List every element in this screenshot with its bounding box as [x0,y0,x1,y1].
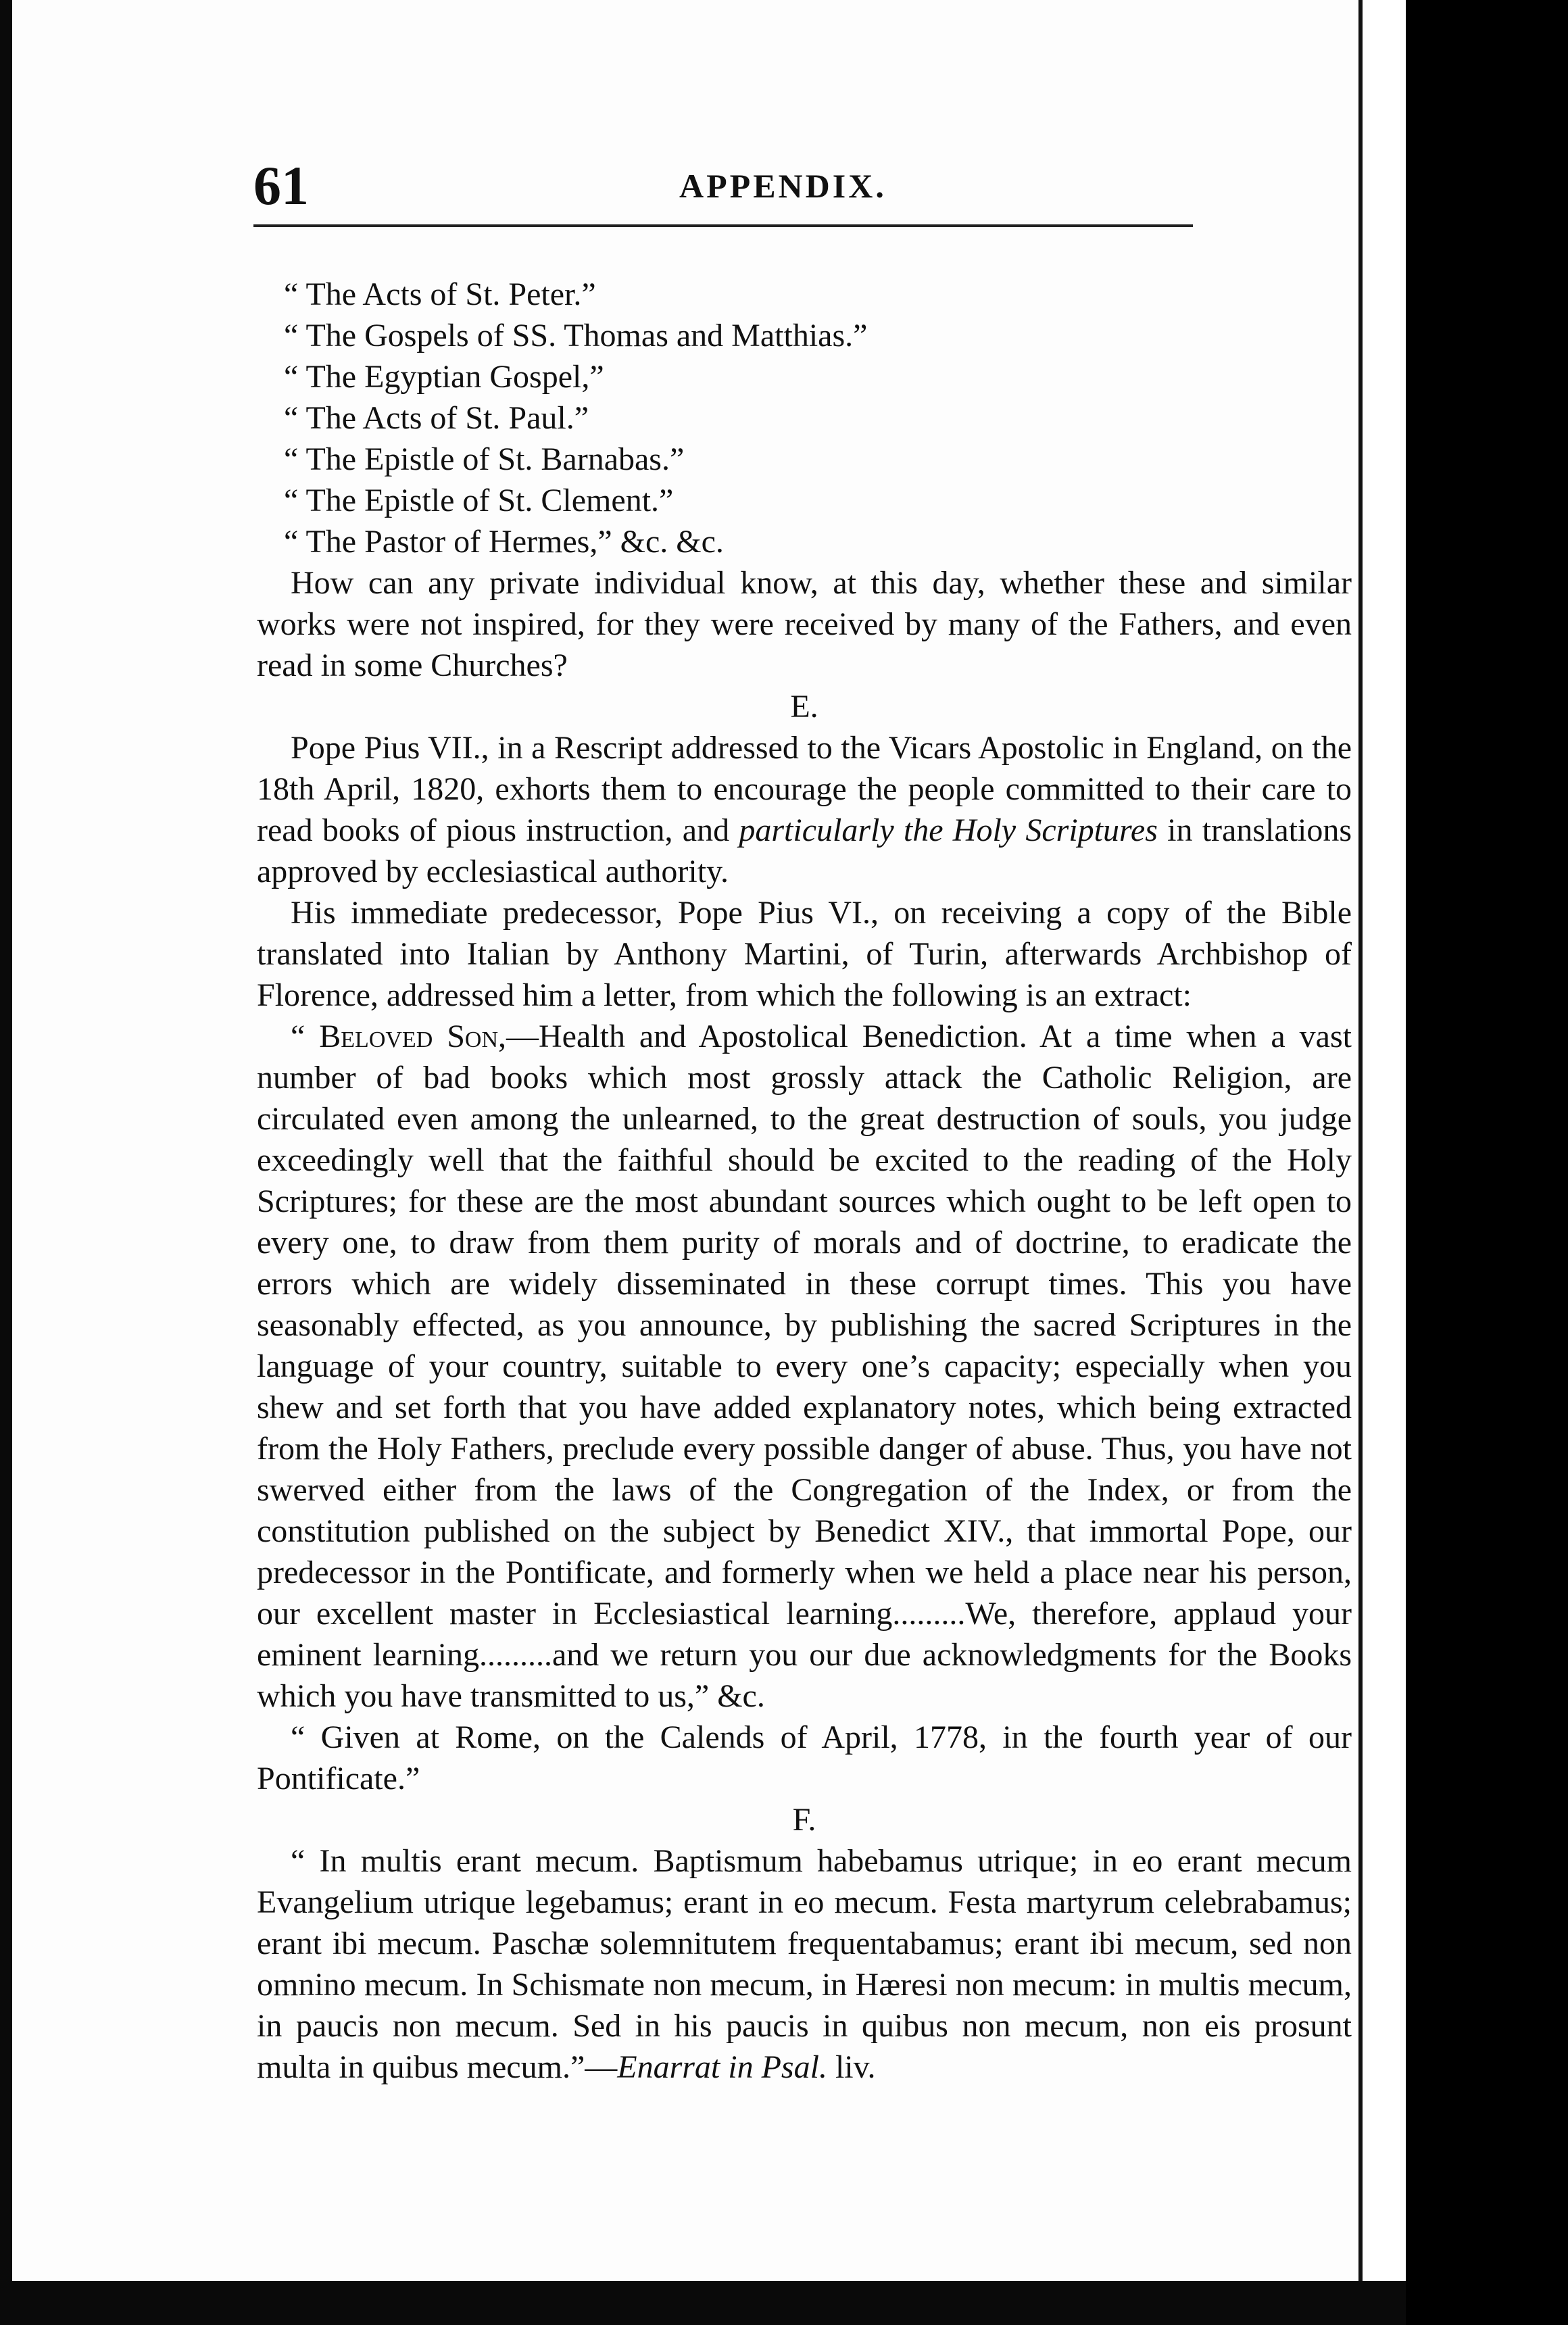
section-heading-e: E. [790,689,818,725]
rescript-paragraph [257,727,1352,892]
letter-body: —Health and Apostolical Benediction. At a time when a vast number of bad books which most grossly attack the Catholic Religion, are circulated even among the unlearned, to the great destruction of souls, you judge exceedingly well that the faithful should be excited to the reading of the Holy Scriptures; for these are the most abundant sources which ought to be left open to every one, to draw from them purity of morals and of doctrine, to eradicate the errors which are widely disseminated in these corrupt times. This you have seasonably effected, as you announce, by publishing the sacred Scriptures in the language of your country, suitable to every one’s capacity; especially when you shew and set forth that you have added explanatory notes, which being extracted from the Holy Fathers, preclude every possible danger of abuse. Thus, you have not swerved either from the laws of the Congregation of the Index, or from the constitution published on the subject by Benedict XIV., that immortal Pope, our predecessor in the Pontificate, and formerly when we held a place near his person, our excellent master in Ecclesiastical learning.........We, therefore, applaud your eminent learning.........and we return you our due acknowledgments for the Books which you have transmitted to us,” &c. [257,1019,1352,1714]
running-head: APPENDIX. [679,167,887,205]
latin-quotation [257,1840,1352,2088]
section-heading-f: F. [792,1802,816,1838]
scan-left-edge [0,0,12,2325]
letter-salutation: Beloved Son, [319,1019,507,1054]
apocrypha-list [257,274,1352,562]
latin-text: “ In multis erant mecum. Baptismum habebamus utrique; in eo erant mecum Evangelium utrique legebamus; erant in eo mecum. Festa martyrum celebrabamus; erant ibi mecum. Paschæ solemnitutem frequentabamus; erant ibi mecum, sed non omnino mecum. In Schismate non mecum, in Hæresi non mecum: in multis mecum, in paucis non mecum. Sed in his paucis in quibus non mecum, non eis prosunt multa in quibus mecum.”— [257,1843,1352,2085]
question-paragraph: How can any private individual know, at this day, whether these and similar works were not inspired, for they were received by many of the Fathers, and even read in some Churches? [257,565,1352,683]
page-body [257,274,1352,2088]
header-rule [253,224,1193,227]
list-item: “ The Epistle of St. Clement.” [284,483,674,518]
scan-bottom-edge [0,2281,1406,2325]
predecessor-paragraph: His immediate predecessor, Pope Pius VI., on receiving a copy of the Bible translated into Italian by Anthony Martini, of Turin, afterwards Archbishop of Florence, addressed him a letter, from which the following is an extract: [257,895,1352,1013]
page-header [253,154,1375,215]
list-item: “ The Gospels of SS. Thomas and Matthias.” [284,318,868,353]
rescript-text-start: Pope Pius VII., in a Rescript addressed to the Vicars Apostolic in England, on the 18th April, 1820, exhorts them to encourage the people committed to their care to read books of pious instruction, and [257,730,1352,848]
rescript-emphasis: particularly the Holy Scriptures [739,812,1158,848]
rescript-text-end: in translations approved by ecclesiastical authority. [257,812,1352,889]
scan-right-strip [1358,0,1406,2325]
letter-quote-open: “ [291,1019,320,1054]
list-item: “ The Egyptian Gospel,” [284,359,604,395]
list-item: “ The Pastor of Hermes,” &c. &c. [284,524,724,560]
letter-closing: “ Given at Rome, on the Calends of April, 1778, in the fourth year of our Pontificate.” [257,1719,1352,1796]
papal-letter [257,1016,1352,1717]
page-number: 61 [253,155,309,216]
list-item: “ The Acts of St. Paul.” [284,400,589,436]
latin-citation: Enarrat in Psal. [617,2049,827,2085]
list-item: “ The Epistle of St. Barnabas.” [284,441,685,477]
latin-citation-end: liv. [827,2049,876,2085]
scan-background [1406,0,1568,2325]
list-item: “ The Acts of St. Peter.” [284,276,596,312]
